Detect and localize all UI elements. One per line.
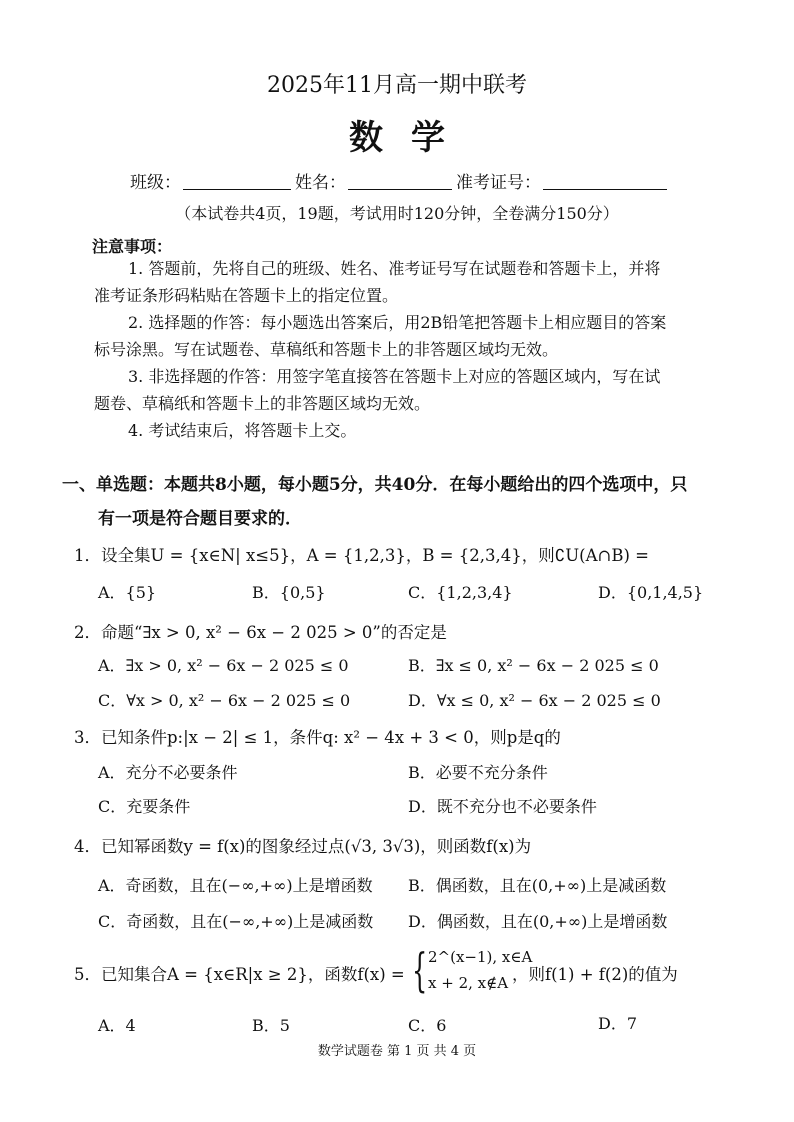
q4-option-c[interactable]: C．奇函数，且在(−∞,+∞)上是减函数 [98, 912, 374, 931]
question-2-stem: 2．命题“∃x > 0, x² − 6x − 2 025 > 0”的否定是 [74, 623, 447, 642]
piecewise-case-1: 2^(x−1), x∈A [428, 948, 533, 966]
section-heading-line2: 有一项是符合题目要求的． [98, 509, 302, 529]
q2-option-d[interactable]: D．∀x ≤ 0, x² − 6x − 2 025 ≤ 0 [408, 691, 661, 710]
question-5-stem-end: ，则f(1) + f(2)的值为 [512, 965, 678, 984]
q5-option-d[interactable]: D．7 [598, 1014, 638, 1033]
q3-option-a[interactable]: A．充分不必要条件 [98, 763, 238, 782]
q3-option-d[interactable]: D．既不充分也不必要条件 [408, 797, 597, 816]
notice-item: 准考证条形码粘贴在答题卡上的指定位置。 [94, 286, 399, 305]
q2-option-b[interactable]: B．∃x ≤ 0, x² − 6x − 2 025 ≤ 0 [408, 656, 659, 675]
notice-item: 2. 选择题的作答：每小题选出答案后，用2B铅笔把答题卡上相应题目的答案 [128, 313, 667, 332]
class-blank[interactable] [183, 171, 291, 190]
q1-option-a[interactable]: A．{5} [98, 583, 157, 602]
q1-option-d[interactable]: D．{0,1,4,5} [598, 583, 704, 602]
q1-option-b[interactable]: B．{0,5} [252, 583, 326, 602]
name-blank[interactable] [348, 171, 452, 190]
student-fields [130, 168, 671, 193]
q5-option-b[interactable]: B．5 [252, 1016, 290, 1035]
question-1-stem: 1．设全集U = {x∈N| x≤5}，A = {1,2,3}，B = {2,3,4}，则∁U(A∩B) = [74, 546, 649, 565]
q3-option-b[interactable]: B．必要不充分条件 [408, 763, 548, 782]
piecewise-case-2: x + 2, x∉A [428, 974, 509, 992]
page-footer: 数学试题卷 第 1 页 共 4 页 [317, 1044, 477, 1059]
exam-title: 2025年11月高一期中联考 [267, 73, 527, 98]
piecewise-brace: { [412, 944, 428, 998]
notice-heading: 注意事项： [92, 237, 173, 256]
notice-item: 题卷、草稿纸和答题卡上的非答题区域均无效。 [94, 394, 431, 413]
notice-item: 4. 考试结束后，将答题卡上交。 [128, 421, 357, 440]
q4-option-d[interactable]: D．偶函数，且在(0,+∞)上是增函数 [408, 912, 668, 931]
exam-id-label: 准考证号： [456, 173, 541, 193]
exam-id-blank[interactable] [543, 171, 667, 190]
notice-item: 3. 非选择题的作答：用签字笔直接答在答题卡上对应的答题区域内，写在试 [128, 367, 661, 386]
q5-option-c[interactable]: C．6 [408, 1016, 447, 1035]
question-3-stem: 3．已知条件p:|x − 2| ≤ 1，条件q: x² − 4x + 3 < 0，则p是q的 [74, 728, 561, 747]
q1-option-c[interactable]: C．{1,2,3,4} [408, 583, 513, 602]
q4-option-a[interactable]: A．奇函数，且在(−∞,+∞)上是增函数 [98, 876, 373, 895]
q4-option-b[interactable]: B．偶函数，且在(0,+∞)上是减函数 [408, 876, 667, 895]
q2-option-c[interactable]: C．∀x > 0, x² − 6x − 2 025 ≤ 0 [98, 691, 351, 710]
notice-item: 标号涂黑。写在试题卷、草稿纸和答题卡上的非答题区域均无效。 [94, 340, 559, 359]
name-label: 姓名： [295, 173, 346, 193]
q3-option-c[interactable]: C．充要条件 [98, 797, 191, 816]
subject-title: 数学 [349, 118, 473, 158]
exam-info: （本试卷共4页，19题，考试用时120分钟，全卷满分150分） [175, 204, 619, 223]
notice-item: 1. 答题前，先将自己的班级、姓名、准考证号写在试题卷和答题卡上，并将 [128, 259, 661, 278]
q2-option-a[interactable]: A．∃x > 0, x² − 6x − 2 025 ≤ 0 [98, 656, 349, 675]
section-heading-line1: 一、单选题：本题共8小题，每小题5分，共40分．在每小题给出的四个选项中，只 [62, 475, 688, 495]
class-label: 班级： [130, 173, 181, 193]
question-5-stem: 5．已知集合A = {x∈R|x ≥ 2}，函数f(x) = [74, 965, 405, 984]
q5-option-a[interactable]: A．4 [98, 1016, 136, 1035]
question-4-stem: 4．已知幂函数y = f(x)的图象经过点(√3, 3√3)，则函数f(x)为 [74, 837, 532, 856]
